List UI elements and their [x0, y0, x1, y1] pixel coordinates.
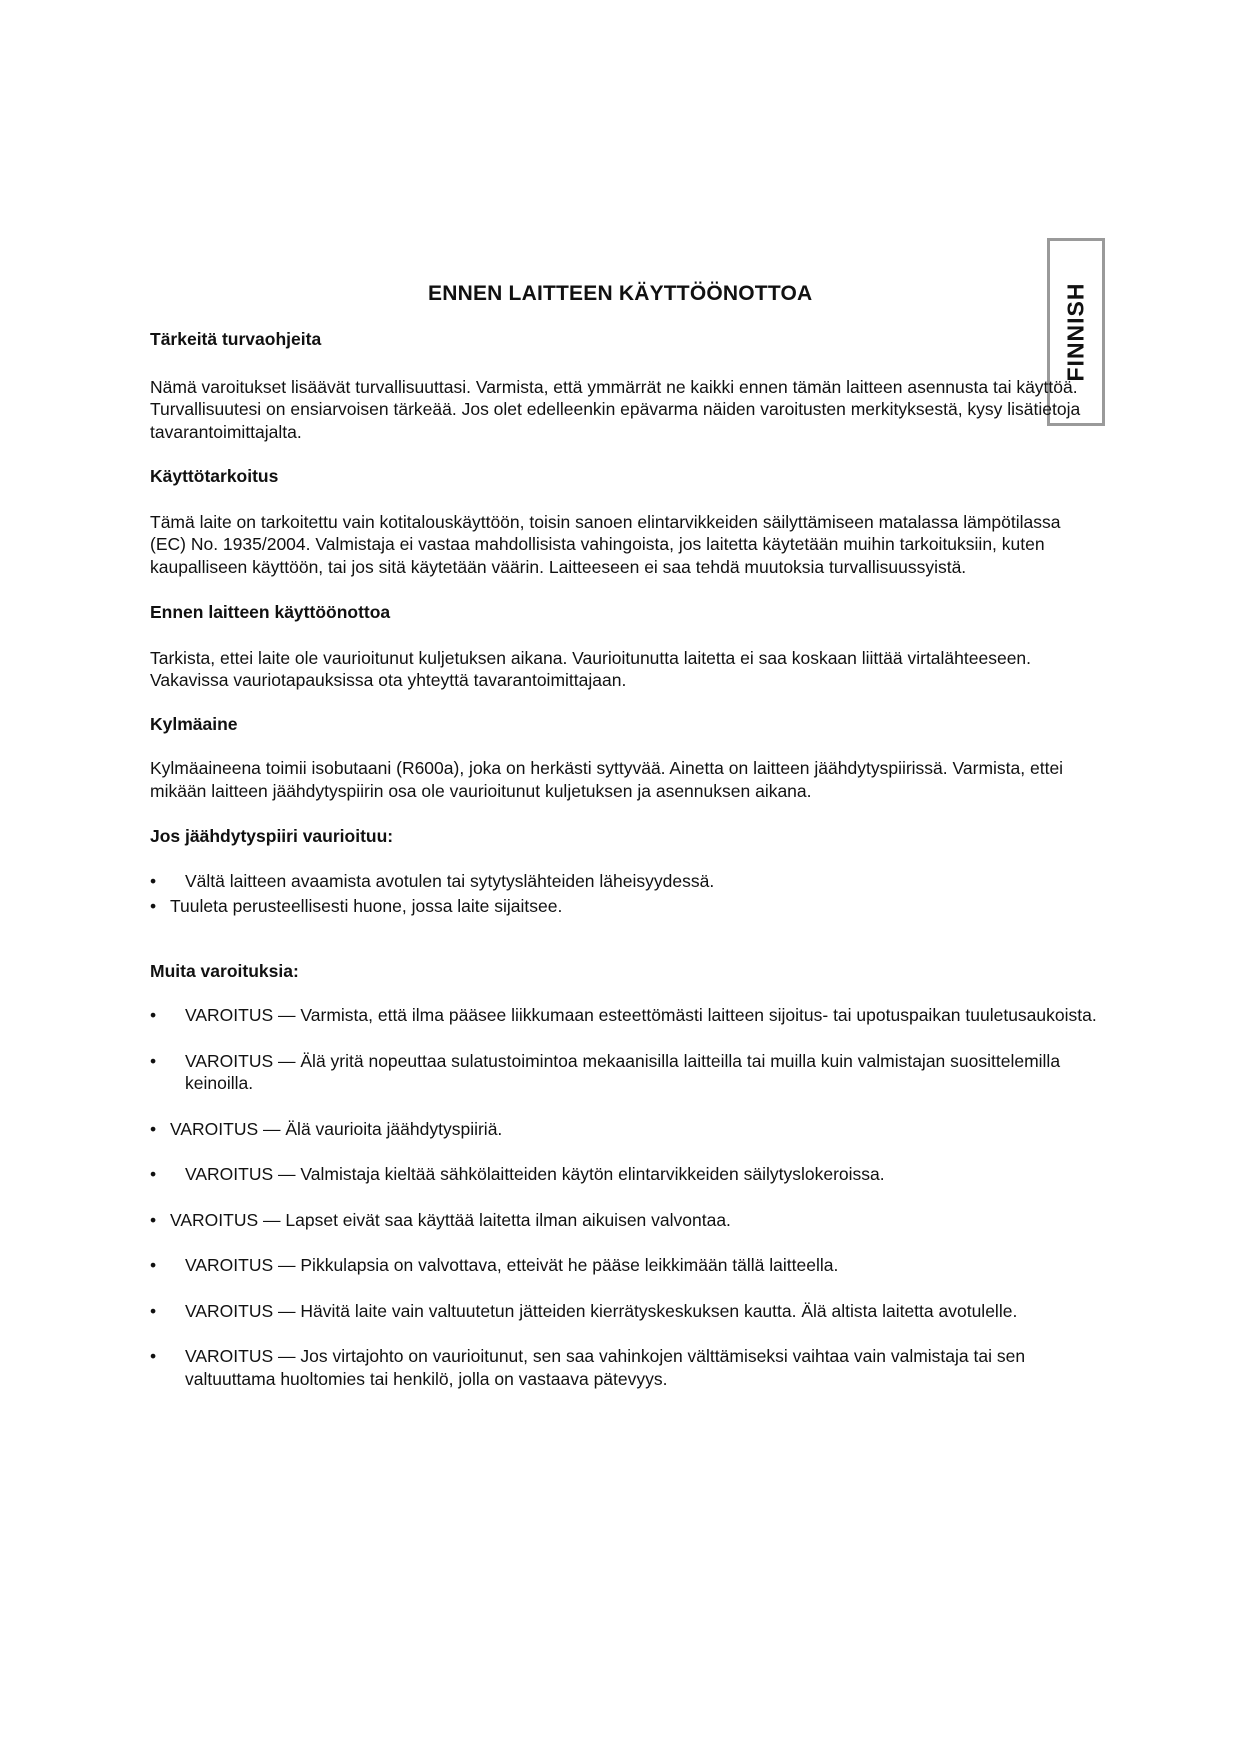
list-item: • Vältä laitteen avaamista avotulen tai sytytyslähteiden läheisyydessä.: [150, 870, 715, 891]
list-item: • Tuuleta perusteellisesti huone, jossa laite sijaitsee.: [150, 896, 563, 916]
list-item: • VAROITUS — Älä yritä nopeuttaa sulatustoimintoa mekaanisilla laitteilla tai muilla kuin valmistajan suosittelemilla keinoilla.: [150, 1050, 1061, 1093]
warnings-list: [150, 1004, 1100, 1390]
list-item: • VAROITUS — Pikkulapsia on valvottava, etteivät he pääse leikkimään tällä laitteella.: [150, 1255, 839, 1275]
section-heading-refrigerant: Kylmäaine: [150, 713, 238, 734]
list-item: • VAROITUS — Varmista, että ilma pääsee liikkumaan esteettömästi laitteen sijoitus- tai upotuspaikan tuuletusaukoista.: [150, 1005, 1097, 1025]
bullet-icon: •: [150, 1300, 157, 1321]
bullet-icon: •: [150, 1346, 157, 1366]
section-heading-safety: Tärkeitä turvaohjeita: [150, 329, 322, 349]
bullet-icon: •: [150, 1209, 157, 1230]
section-heading-before-use: Ennen laitteen käyttöönottoa: [150, 602, 391, 622]
section-heading-damage: Jos jäähdytyspiiri vaurioituu:: [150, 826, 394, 846]
bullet-icon: •: [150, 1255, 157, 1275]
list-item: • VAROITUS — Valmistaja kieltää sähkölaitteiden käytön elintarvikkeiden säilytyslokeroissa.: [150, 1164, 885, 1184]
bullet-icon: •: [150, 1118, 157, 1139]
page-title: ENNEN LAITTEEN KÄYTTÖÖNOTTOA: [428, 282, 813, 305]
list-item: • VAROITUS — Älä vaurioita jäähdytyspiiriä.: [150, 1118, 503, 1139]
bullet-icon: •: [150, 1164, 157, 1184]
section-heading-purpose: Käyttötarkoitus: [150, 466, 279, 486]
bullet-icon: •: [150, 1050, 157, 1071]
section-text-refrigerant: Kylmäaineena toimii isobutaani (R600a), joka on herkästi syttyvää. Ainetta on laitteen jäähdytyspiirissä. Varmista, ettei mikään laitteen jäähdytyspiirin osa ole vaurioitunut kuljetuksen ja asennuksen aikana.: [150, 758, 1064, 801]
language-tab-label: FINNISH: [1062, 282, 1089, 382]
section-text-safety: Nämä varoitukset lisäävät turvallisuuttasi. Varmista, että ymmärrät ne kaikki ennen tämän laitteen asennusta tai käyttöä. Turvallisuutesi on ensiarvoisen tärkeää. Jos olet edelleenkin epävarma näiden varoitusten merkityksestä, kysy lisätietoja tavarantoimittajalta.: [150, 376, 1081, 442]
list-item: • VAROITUS — Jos virtajohto on vaurioitunut, sen saa vahinkojen välttämiseksi vaihtaa vain valmistaja tai sen valtuuttama huoltomies tai henkilö, jolla on vastaava pätevyys.: [150, 1346, 1026, 1389]
damage-list: [150, 870, 1100, 918]
bullet-icon: •: [150, 870, 157, 891]
document-body: [150, 328, 1100, 1390]
bullet-icon: •: [150, 896, 157, 916]
list-item: • VAROITUS — Hävitä laite vain valtuutetun jätteiden kierrätyskeskuksen kautta. Älä altista laitetta avotulelle.: [150, 1300, 1018, 1321]
section-text-purpose: Tämä laite on tarkoitettu vain kotitalouskäyttöön, toisin sanoen elintarvikkeiden säilyttämiseen matalassa lämpötilassa (EC) No. 1935/2004. Valmistaja ei vastaa mahdollisista vahingoista, jos laitetta käytetään muihin tarkoituksiin, kuten kaupalliseen käyttöön, tai jos sitä käytetään väärin. Laitteeseen ei saa tehdä muutoksia turvallisuussyistä.: [150, 511, 1061, 577]
section-heading-warnings: Muita varoituksia:: [150, 960, 299, 981]
bullet-icon: •: [150, 1005, 157, 1025]
list-item: • VAROITUS — Lapset eivät saa käyttää laitetta ilman aikuisen valvontaa.: [150, 1209, 731, 1230]
section-text-before-use: Tarkista, ettei laite ole vaurioitunut kuljetuksen aikana. Vaurioitunutta laitetta ei saa koskaan liittää virtalähteeseen. Vakavissa vauriotapauksissa ota yhteyttä tavarantoimittajaan.: [150, 647, 1032, 690]
